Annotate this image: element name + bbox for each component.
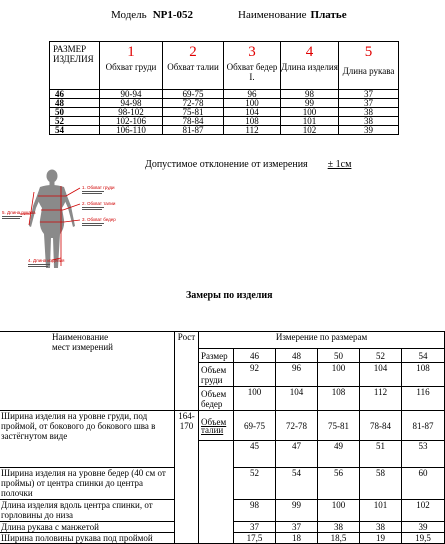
- column-label: Обхват талии: [167, 62, 219, 72]
- table-cell: 81-87: [402, 411, 445, 441]
- table-cell: 94-98: [100, 99, 163, 108]
- table-cell: 90-94: [100, 90, 163, 99]
- table-cell: 38: [339, 117, 399, 126]
- tolerance-value: ± 1см: [327, 159, 352, 170]
- table-row: [50, 90, 399, 99]
- body-row-label: Объем груди: [199, 363, 234, 387]
- column-label: Обхват бедер I.: [226, 62, 278, 82]
- table-cell: 39: [339, 126, 399, 135]
- body-row-label: Объем талии: [199, 411, 234, 441]
- table-cell: 18: [276, 533, 318, 544]
- garment-row-label: Ширина половины рукава под проймой: [0, 533, 175, 544]
- chest-column-header: [100, 42, 163, 90]
- table-cell: 108: [402, 363, 445, 387]
- size-column-header: РАЗМЕР ИЗДЕЛИЯ: [50, 42, 100, 90]
- garment-row: [0, 411, 445, 441]
- table-cell: 51: [360, 441, 402, 468]
- table-cell: 17,5: [234, 533, 276, 544]
- table-cell: 56: [318, 468, 360, 500]
- table-cell: 102: [281, 126, 339, 135]
- column-number: 3: [248, 44, 256, 60]
- model-value: NP1-052: [152, 9, 194, 21]
- table-cell: 18,5: [318, 533, 360, 544]
- size-row-label: Размер: [199, 349, 234, 363]
- garment-row-label: Ширина изделия на уровне груди, под проймой, от бокового до бокового шва в застёгнутом виде: [0, 411, 175, 468]
- table-cell: 69-75: [234, 411, 276, 441]
- table-cell: 47: [276, 441, 318, 468]
- hips-column-header: [224, 42, 281, 90]
- waist-column-header: [163, 42, 224, 90]
- column-number: 5: [364, 44, 373, 60]
- size-cell: 48: [276, 349, 318, 363]
- table-row: [50, 126, 399, 135]
- body-row-label: Объем бедер: [199, 387, 234, 411]
- table-cell: 98-102: [100, 108, 163, 117]
- name-header: [0, 332, 175, 411]
- table-cell: 98: [234, 500, 276, 522]
- table-cell: 75-81: [318, 411, 360, 441]
- table-cell: 112: [224, 126, 281, 135]
- size-cell: 46: [234, 349, 276, 363]
- table-cell: 100: [224, 99, 281, 108]
- table-cell: 106-110: [100, 126, 163, 135]
- table-cell: 108: [224, 117, 281, 126]
- mannequin-silhouette: [29, 170, 75, 269]
- table-cell: 96: [224, 90, 281, 99]
- table-cell: 60: [402, 468, 445, 500]
- table-cell: 100: [281, 108, 339, 117]
- size-cell: 50: [318, 349, 360, 363]
- tolerance-label: Допустимое отклонение от измерения: [145, 159, 308, 170]
- table-cell: 102: [402, 500, 445, 522]
- table-cell: 72-78: [163, 99, 224, 108]
- table-cell: 37: [276, 522, 318, 533]
- length-column-header: [281, 42, 339, 90]
- measurements-title: Замеры по изделия: [186, 290, 273, 301]
- size-cell: 54: [50, 126, 100, 135]
- table-cell: 69-75: [163, 90, 224, 99]
- table-row: [50, 108, 399, 117]
- table-cell: 39: [402, 522, 445, 533]
- table-cell: 101: [281, 117, 339, 126]
- table-cell: 38: [339, 108, 399, 117]
- sleeve-column-header: [339, 42, 399, 90]
- table-cell: 37: [234, 522, 276, 533]
- name-value: Платье: [310, 9, 347, 21]
- table-cell: 104: [224, 108, 281, 117]
- label-sleeve: 5. Длина рукава: [2, 210, 36, 215]
- table-cell: 104: [360, 363, 402, 387]
- label-hips: 3. Обхват бедер: [82, 217, 116, 222]
- table-cell: 37: [339, 90, 399, 99]
- name-header-text: Наименование мест измерений: [52, 332, 113, 352]
- table-cell: 72-78: [276, 411, 318, 441]
- table-cell: 92: [234, 363, 276, 387]
- size-cell: 46: [50, 90, 100, 99]
- column-number: 2: [189, 44, 197, 60]
- rost-value: 164-170: [175, 411, 199, 544]
- table-cell: 78-84: [163, 117, 224, 126]
- measurements-header-row: [0, 332, 445, 349]
- table-cell: 100: [318, 363, 360, 387]
- garment-row-label: Длина изделия вдоль центра спинки, от горловины до низа: [0, 500, 175, 522]
- column-label: Длина изделия: [281, 62, 338, 72]
- table-cell: 52: [234, 468, 276, 500]
- table-cell: 102-106: [100, 117, 163, 126]
- tolerance-note: [145, 159, 351, 170]
- size-table: [49, 41, 399, 135]
- table-cell: 37: [339, 99, 399, 108]
- size-cell: 48: [50, 99, 100, 108]
- table-row: [50, 117, 399, 126]
- body-measurement-figure: [0, 168, 130, 276]
- measurements-table: [0, 331, 445, 544]
- size-table-header: [50, 42, 399, 90]
- model-label: Модель: [111, 9, 147, 21]
- table-cell: 78-84: [360, 411, 402, 441]
- table-cell: 112: [360, 387, 402, 411]
- column-number: 4: [305, 44, 314, 60]
- table-cell: 38: [318, 522, 360, 533]
- table-cell: 49: [318, 441, 360, 468]
- size-cell: 50: [50, 108, 100, 117]
- table-row: [50, 99, 399, 108]
- table-cell: 100: [318, 500, 360, 522]
- table-cell: 98: [281, 90, 339, 99]
- name-field: [238, 9, 347, 21]
- name-label: Наименование: [238, 9, 307, 21]
- table-cell: 54: [276, 468, 318, 500]
- column-label: Обхват груди: [105, 62, 157, 72]
- model-field: [111, 9, 193, 21]
- table-cell: 38: [360, 522, 402, 533]
- table-cell: 100: [234, 387, 276, 411]
- document-header: [0, 9, 443, 25]
- column-label: Длина рукава: [342, 66, 395, 76]
- size-cell: 54: [402, 349, 445, 363]
- table-cell: 81-87: [163, 126, 224, 135]
- empty-cell: [199, 441, 234, 544]
- table-cell: 96: [276, 363, 318, 387]
- table-cell: 58: [360, 468, 402, 500]
- table-cell: 99: [281, 99, 339, 108]
- table-cell: 45: [234, 441, 276, 468]
- table-cell: 101: [360, 500, 402, 522]
- table-cell: 19,5: [402, 533, 445, 544]
- table-cell: 19: [360, 533, 402, 544]
- garment-row-label: Ширина изделия на уровне бедер (40 см от проймы) от центра спинки до центра полочки: [0, 468, 175, 500]
- table-cell: 116: [402, 387, 445, 411]
- label-length: 4. Длина изделия: [28, 258, 65, 263]
- sizes-header: Измерение по размерам: [199, 332, 445, 349]
- rost-header: Рост: [175, 332, 199, 411]
- table-cell: 75-81: [163, 108, 224, 117]
- column-number: 1: [127, 44, 135, 60]
- garment-row-label: Длина рукава с манжетой: [0, 522, 175, 533]
- table-cell: 53: [402, 441, 445, 468]
- size-cell: 52: [50, 117, 100, 126]
- table-cell: 99: [276, 500, 318, 522]
- label-chest: 1. Обхват груди: [82, 185, 115, 190]
- label-waist: 2. Обхват талии: [82, 201, 116, 206]
- size-cell: 52: [360, 349, 402, 363]
- table-cell: 108: [318, 387, 360, 411]
- table-cell: 104: [276, 387, 318, 411]
